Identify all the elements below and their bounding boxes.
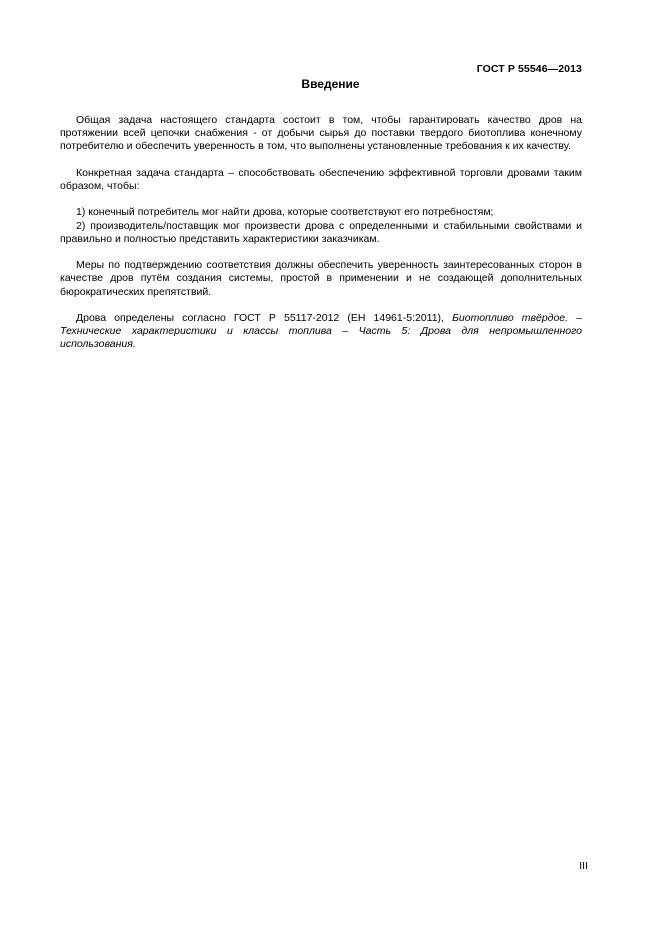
standard-title-italic: Биотопливо твёрдое. – Технические характеристики и классы топлива – Часть 5: Дрова для непромышленного использования. <box>60 311 582 351</box>
document-code: ГОСТ Р 55546—2013 <box>476 63 582 75</box>
body-text <box>60 114 582 365</box>
definition-text: Дрова определены согласно ГОСТ Р 55117-2012 (ЕН 14961-5:2011), <box>76 311 453 324</box>
paragraph-conformity: Меры по подтверждению соответствия должны обеспечить уверенность заинтересованных сторон в качестве дров путём создания системы, простой в применении и не создающей дополнительных бюрократических препятствий. <box>60 259 582 298</box>
page-number: III <box>579 860 588 872</box>
paragraph-definition <box>60 312 582 352</box>
page-title: Введение <box>301 77 360 91</box>
list-item: 1) конечный потребитель мог найти дрова, которые соответствуют его потребностям; <box>76 206 494 219</box>
paragraph-specific-goal: Конкретная задача стандарта – способствовать обеспечению эффективной торговли дровами таким образом, чтобы: <box>60 166 582 192</box>
paragraph-general-goal: Общая задача настоящего стандарта состоит в том, чтобы гарантировать качество дров на протяжении всей цепочки снабжения - от добычи сырья до поставки твердого биотоплива конечному потребителю и обеспечить уверенность в том, что выполнены установленные требования к их качеству. <box>60 114 582 153</box>
list-item: 2) производитель/поставщик мог произвести дрова с определенными и стабильными свойствами и правильно и полностью представить характеристики заказчикам. <box>60 219 582 245</box>
